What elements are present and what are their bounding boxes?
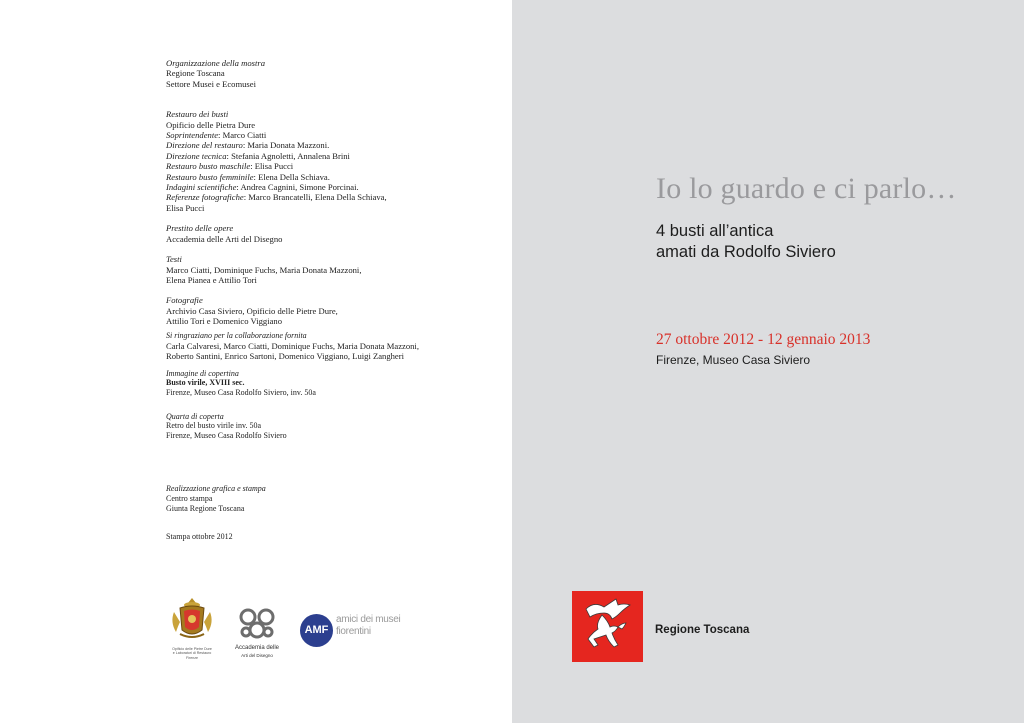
pegasus-icon: [572, 591, 643, 662]
credit-value: : Andrea Cagnini, Simone Porcinai.: [236, 182, 359, 193]
credit-prestito: [166, 223, 486, 244]
credit-stampa: [166, 532, 486, 542]
accademia-logo: [228, 606, 286, 658]
partner-logos: [166, 596, 406, 660]
credit-line: Marco Ciatti, Dominique Fuchs, Maria Donata Mazzoni,: [166, 264, 362, 275]
credit-line: Firenze, Museo Casa Rodolfo Siviero: [166, 430, 287, 440]
credit-ringraziamenti: [166, 331, 486, 362]
credit-value: : Stefania Agnoletti, Annalena Brini: [226, 150, 350, 161]
credit-label: Fotografie: [166, 295, 203, 306]
credit-role: Indagini scientifiche: [166, 182, 237, 193]
credit-value: : Elena Della Schiava.: [253, 171, 330, 182]
cover-subtitle: [656, 221, 836, 263]
credit-line: [166, 192, 486, 202]
credit-role: Soprintendente: [166, 130, 219, 141]
credit-value: : Maria Donata Mazzoni.: [242, 140, 330, 151]
amici-monogram: AMF: [300, 614, 333, 647]
credit-role: Direzione del restauro: [166, 140, 243, 151]
credit-line: [166, 161, 486, 171]
credit-restauro: [166, 109, 486, 213]
credit-line: Archivio Casa Siviero, Opificio delle Pietre Dure,: [166, 305, 338, 316]
credit-line: Elena Pianea e Attilio Tori: [166, 274, 257, 285]
credit-label: Prestito delle opere: [166, 223, 234, 234]
credit-testi: [166, 254, 486, 285]
credit-line: Giunta Regione Toscana: [166, 503, 245, 513]
amici-musei-logo: [300, 612, 400, 652]
credit-organizzazione: [166, 58, 486, 89]
credit-line: Centro stampa: [166, 494, 213, 504]
credit-line: Carla Calvaresi, Marco Ciatti, Dominique Fuchs, Maria Donata Mazzoni,: [166, 340, 419, 351]
opificio-caption-line: Opificio delle Pietre Dure: [172, 647, 212, 651]
credit-line: Busto virile, XVIII sec.: [166, 378, 245, 388]
credit-label: Quarta di coperta: [166, 411, 224, 421]
credit-line: Attilio Tori e Domenico Viggiano: [166, 316, 282, 327]
exhibition-place: Firenze, Museo Casa Siviero: [656, 353, 811, 367]
credit-value: : Marco Brancatelli, Elena Della Schiava,: [243, 192, 387, 203]
accademia-caption: [228, 645, 286, 659]
cover-subtitle-line: 4 busti all’antica: [656, 222, 774, 240]
credit-quarta: [166, 412, 486, 441]
accademia-caption-line: Accademia delle: [234, 645, 280, 651]
credit-line: [166, 172, 486, 182]
opificio-crest-icon: [166, 596, 218, 642]
opificio-caption: [166, 647, 218, 660]
credit-realizzazione: [166, 484, 486, 513]
cover-title: Io lo guardo e ci parlo…: [656, 172, 957, 205]
opificio-logo: [166, 596, 218, 658]
credit-copertina: [166, 369, 486, 398]
credit-line: Settore Musei e Ecomusei: [166, 78, 256, 89]
credit-line: [166, 130, 486, 140]
amici-wordmark: [336, 614, 400, 638]
opificio-caption-line: e Laboratori di Restauro: [172, 651, 212, 656]
regione-toscana-logo: [572, 591, 643, 662]
credit-fotografie: [166, 295, 486, 326]
exhibition-dates: 27 ottobre 2012 - 12 gennaio 2013: [656, 331, 871, 348]
amici-wordmark-line: amici dei musei: [336, 614, 401, 625]
credit-role: Referenze fotografiche: [166, 192, 244, 203]
credit-line: [166, 151, 486, 161]
cover-subtitle-line: amati da Rodolfo Siviero: [656, 243, 836, 261]
credit-label: Si ringraziano per la collaborazione fornita: [166, 330, 307, 340]
credit-label: Immagine di copertina: [166, 368, 239, 378]
credit-label: Restauro dei busti: [166, 109, 229, 120]
accademia-caption-line: Arti del Disegno: [241, 653, 273, 658]
credit-line: [166, 140, 486, 150]
credit-value: : Marco Ciatti: [218, 130, 267, 141]
credit-line: Accademia delle Arti del Disegno: [166, 233, 283, 244]
credit-label: Realizzazione grafica e stampa: [166, 484, 266, 494]
opificio-caption-line: Firenze: [186, 655, 198, 660]
credit-role: Direzione tecnica: [166, 150, 227, 161]
credit-line: Opificio delle Pietra Dure: [166, 119, 256, 130]
credit-label: Testi: [166, 254, 182, 265]
credit-line: Roberto Santini, Enrico Sartoni, Domenico Viggiano, Luigi Zangheri: [166, 351, 404, 362]
credit-line: Retro del busto virile inv. 50a: [166, 421, 262, 431]
credit-value: : Elisa Pucci: [250, 161, 294, 172]
credit-role: Restauro busto maschile: [166, 161, 251, 172]
credit-line: Stampa ottobre 2012: [166, 531, 233, 541]
amici-wordmark-line: fiorentini: [336, 626, 371, 637]
credit-line: Firenze, Museo Casa Rodolfo Siviero, inv. 50a: [166, 387, 316, 397]
credit-line: [166, 182, 486, 192]
credits-list: [166, 58, 486, 542]
credit-line: Elisa Pucci: [166, 202, 205, 213]
regione-toscana-label: Regione Toscana: [655, 624, 750, 636]
accademia-knot-icon: [228, 606, 286, 640]
credit-line: Regione Toscana: [166, 68, 225, 79]
credit-role: Restauro busto femminile: [166, 171, 254, 182]
credit-label: Organizzazione della mostra: [166, 58, 265, 68]
